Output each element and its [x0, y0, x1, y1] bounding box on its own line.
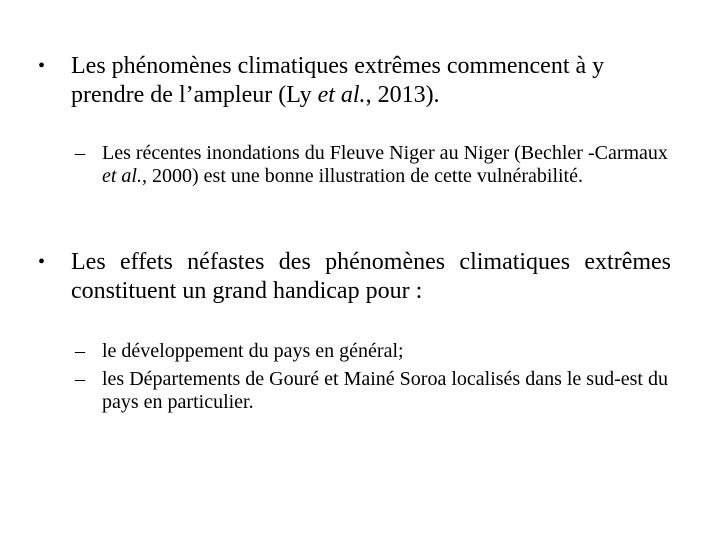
- bullet-text-2: Les effets néfastes des phénomènes climatiques extrêmes constituent un grand handicap pour :: [71, 249, 671, 304]
- sub-bullet-text-1: [102, 142, 685, 188]
- bullet-text-1: [71, 52, 678, 110]
- bullet-text-1-part2: , 2013).: [365, 82, 440, 108]
- sub-bullet-text-1-part1: Les récentes inondations du Fleuve Niger au Niger (Bechler -Carmaux: [102, 142, 668, 164]
- bullet-item-2: [38, 248, 671, 306]
- dash-icon: –: [75, 142, 85, 164]
- bullet-text-1-italic: et al.: [317, 82, 366, 108]
- sub-bullet-text-1-italic: et al.: [102, 165, 142, 187]
- sub-bullet-text-3: les Départements de Gouré et Mainé Soroa localisés dans le sud-est du pays en particulier.: [102, 368, 668, 413]
- sub-bullet-text-1-part2: , 2000) est une bonne illustration de cette vulnérabilité.: [142, 165, 583, 187]
- sub-bullet-item-3: [75, 368, 685, 414]
- bullet-icon: •: [38, 251, 46, 273]
- sub-bullet-text-2: le développement du pays en général;: [102, 340, 404, 362]
- sub-bullet-item-1: [75, 142, 685, 188]
- bullet-text-1-part1: Les phénomènes climatiques extrêmes commencent à y prendre de l’ampleur (Ly: [71, 53, 605, 108]
- bullet-icon: •: [38, 55, 46, 77]
- sub-bullet-item-2: [75, 340, 685, 363]
- bullet-item-1: [38, 52, 678, 110]
- dash-icon: –: [75, 340, 85, 362]
- dash-icon: –: [75, 368, 85, 390]
